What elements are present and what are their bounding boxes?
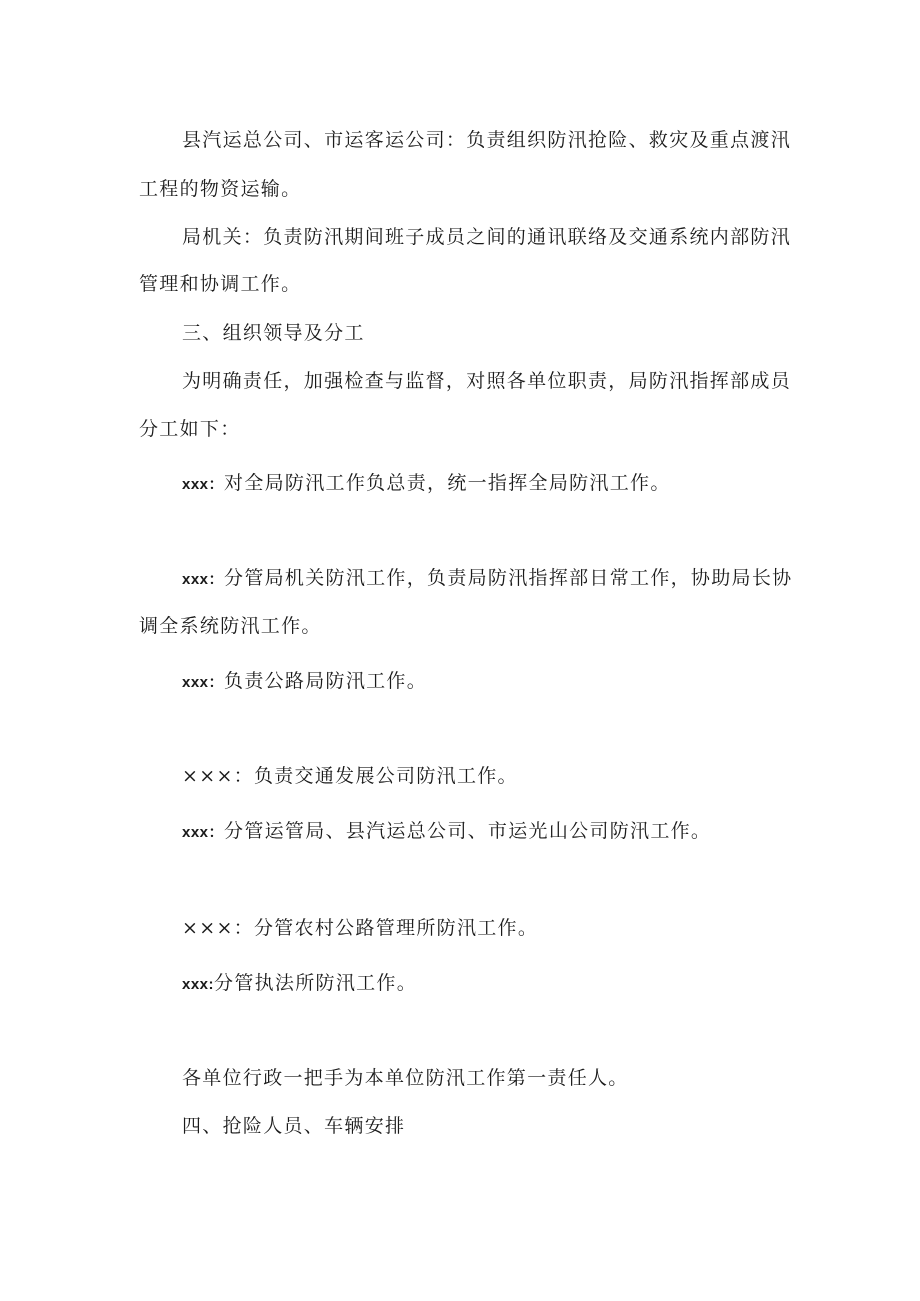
paragraph-text: ×××：负责交通发展公司防汛工作。 (182, 765, 518, 787)
paragraph-member-7 (182, 971, 417, 997)
paragraph-text: 分管局机关防汛工作，负责局防汛指挥部日常工作，协助局长协 (224, 567, 793, 589)
paragraph-bureau-office (182, 225, 791, 251)
paragraph-responsibility (182, 1066, 629, 1092)
paragraph-transport-companies (182, 128, 791, 154)
paragraph-text: 调全系统防汛工作。 (139, 615, 322, 637)
paragraph-text: 分管执法所防汛工作。 (214, 972, 418, 994)
paragraph-text: 工程的物资运输。 (139, 178, 302, 200)
paragraph-transport-companies-cont (139, 177, 301, 203)
paragraph-text: 县汽运总公司、市运客运公司：负责组织防汛抢险、救灾及重点渡汛 (182, 129, 792, 151)
paragraph-member-4 (182, 764, 518, 790)
paragraph-bureau-office-cont (139, 272, 301, 298)
paragraph-lead: xxx： (182, 476, 225, 493)
paragraph-text: 分管运管局、县汽运总公司、市运光山公司防汛工作。 (224, 820, 712, 842)
paragraph-text: 三、组织领导及分工 (182, 322, 365, 344)
paragraph-member-1 (182, 471, 671, 497)
paragraph-lead: xxx： (182, 571, 225, 588)
paragraph-member-2 (182, 566, 792, 592)
paragraph-text: 分工如下： (139, 418, 241, 440)
paragraph-member-2-cont (139, 614, 322, 640)
paragraph-member-5 (182, 819, 711, 845)
section-heading-rescue (182, 1114, 405, 1140)
paragraph-division-intro-cont (139, 417, 241, 443)
paragraph-text: 各单位行政一把手为本单位防汛工作第一责任人。 (182, 1067, 629, 1089)
paragraph-member-3 (182, 669, 427, 695)
paragraph-text: 为明确责任，加强检查与监督，对照各单位职责，局防汛指挥部成员 (182, 370, 792, 392)
paragraph-text: 负责公路局防汛工作。 (224, 670, 428, 692)
paragraph-lead: xxx： (182, 674, 225, 691)
paragraph-member-6 (182, 916, 538, 942)
paragraph-text: 对全局防汛工作负总责，统一指挥全局防汛工作。 (224, 472, 671, 494)
paragraph-text: 管理和协调工作。 (139, 273, 302, 295)
paragraph-division-intro (182, 369, 791, 395)
paragraph-lead: xxx： (182, 824, 225, 841)
section-heading-organization (182, 321, 365, 347)
paragraph-text: ×××：分管农村公路管理所防汛工作。 (182, 917, 539, 939)
paragraph-lead: xxx: (182, 976, 215, 993)
paragraph-text: 四、抢险人员、车辆安排 (182, 1115, 406, 1137)
paragraph-text: 局机关：负责防汛期间班子成员之间的通讯联络及交通系统内部防汛 (182, 226, 792, 248)
